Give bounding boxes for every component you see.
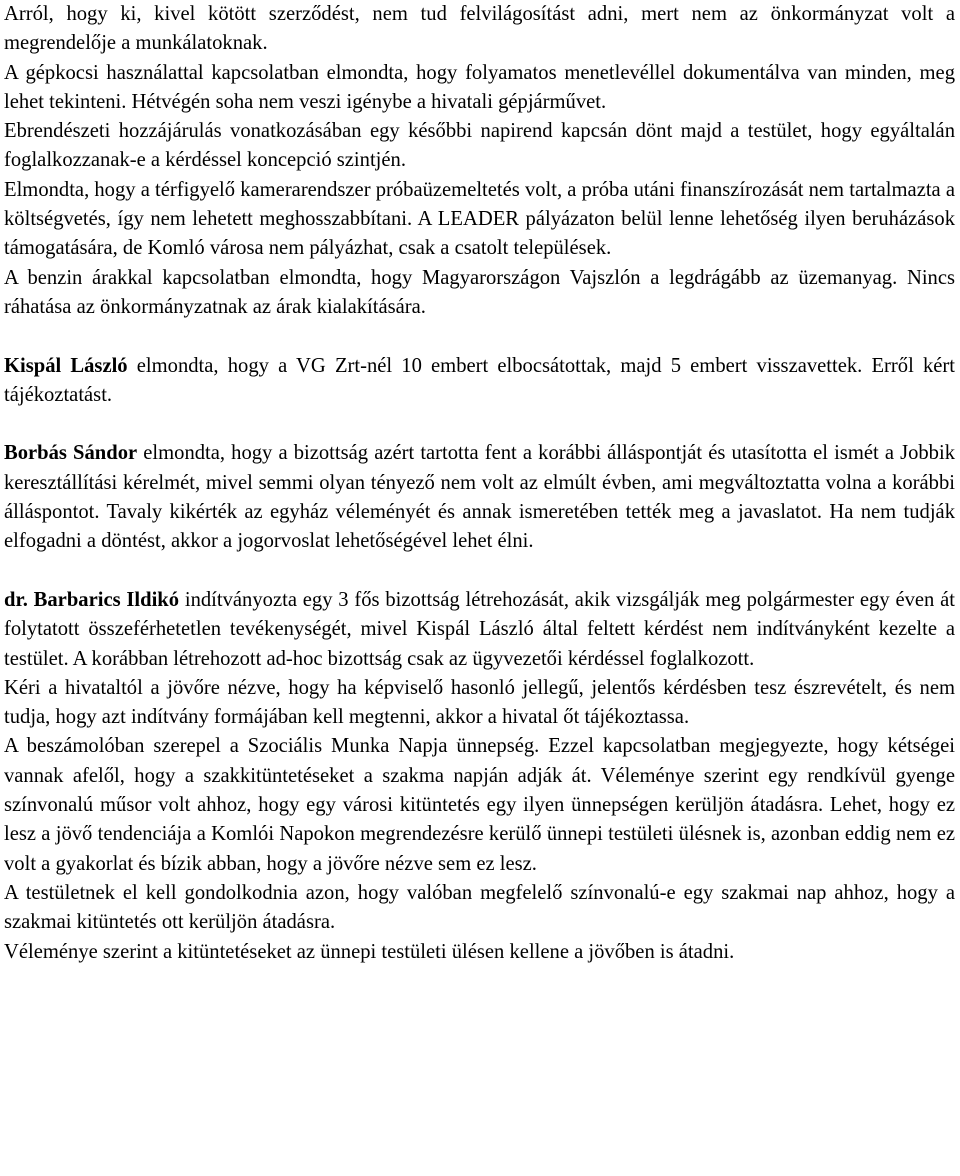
speaker-statement: elmondta, hogy a bizottság azért tartotta fent a korábbi álláspontját és utasította el ismét a Jobbik keresztállítási kérelmét, mivel semmi olyan tényező nem volt az elmúlt évben, ami megváltoztatta volna a korábbi álláspontot. Tavaly kikérték az egyház véleményét és annak ismeretében tették meg a javaslatot. Ha nem tudják elfogadni a döntést, akkor a jogorvoslat lehetőségével lehet élni. xyxy=(4,442,955,553)
paragraph-gap xyxy=(4,557,955,586)
paragraph-barbarics xyxy=(4,586,955,674)
paragraph-contract-info: Arról, hogy ki, kivel kötött szerződést, nem tud felvilágosítást adni, mert nem az önkormányzat volt a megrendelője a munkálatoknak. xyxy=(4,3,955,55)
paragraph-borbas xyxy=(4,439,955,556)
paragraph-opinion-awards: Véleménye szerint a kitüntetéseket az ünnepi testületi ülésen kellene a jövőben is átadni. xyxy=(4,940,735,963)
document-page xyxy=(4,0,955,967)
paragraph-camera-system: Elmondta, hogy a térfigyelő kamerarendszer próbaüzemeltetés volt, a próba utáni finanszírozását nem tartalmazta a költségvetés, így nem lehetett meghosszabbítani. A LEADER pályázaton belül lenne lehetőség ilyen beruházások támogatására, de Komló városa nem pályázhat, csak a csatolt települések. xyxy=(4,178,955,260)
paragraph-social-work-day: A beszámolóban szerepel a Szociális Munka Napja ünnepség. Ezzel kapcsolatban megjegyezte, hogy kétségei vannak afelől, hogy a szakkitüntetéseket a szakma napján adják át. Véleménye szerint egy rendkívül gyenge színvonalú műsor volt ahhoz, hogy egy városi kitüntetés egy ilyen ünnepségen kerüljön átadásra. Lehet, hogy ez lesz a jövő tendenciája a Komlói Napokon megrendezésre kerülő ünnepi testületi ülésnek is, azonban eddig nem ez volt a gyakorlat és bízik abban, hogy a jövőre nézve sem ez lesz. xyxy=(4,735,955,875)
speaker-name: Borbás Sándor xyxy=(4,442,138,465)
paragraph-gap xyxy=(4,322,955,351)
paragraph-fuel-prices: A benzin árakkal kapcsolatban elmondta, hogy Magyarországon Vajszlón a legdrágább az üzemanyag. Nincs ráhatása az önkormányzatnak az árak kialakítására. xyxy=(4,266,955,318)
paragraph-gap xyxy=(4,410,955,439)
speaker-statement: indítványozta egy 3 fős bizottság létrehozását, akik vizsgálják meg polgármester egy éven át folytatott összeférhetetlen tevékenységét, mivel Kispál László által feltett kérdést nem indítványként kezelte a testület. A korábban létrehozott ad-hoc bizottság csak az ügyvezetői kérdéssel foglalkozott. xyxy=(4,588,955,670)
paragraph-request-office: Kéri a hivataltól a jövőre nézve, hogy ha képviselő hasonló jellegű, jelentős kérdésben tesz észrevételt, és nem tudja, hogy azt indítvány formájában kell megtenni, akkor a hivatal őt tájékoztassa. xyxy=(4,676,955,729)
speaker-statement: elmondta, hogy a VG Zrt-nél 10 embert elbocsátottak, majd 5 embert visszavettek. Erről kért tájékoztatást. xyxy=(4,354,955,406)
speaker-name: dr. Barbarics Ildikó xyxy=(4,588,180,611)
paragraph-kispal xyxy=(4,352,955,411)
paragraph-car-usage: A gépkocsi használattal kapcsolatban elmondta, hogy folyamatos menetlevéllel dokumentálva van minden, meg lehet tekinteni. Hétvégén soha nem veszi igénybe a hivatali gépjárművet. xyxy=(4,61,955,113)
paragraph-council-consider: A testületnek el kell gondolkodnia azon, hogy valóban megfelelő színvonalú-e egy szakmai nap ahhoz, hogy a szakmai kitüntetés ott kerüljön átadásra. xyxy=(4,881,955,934)
paragraph-dog-control: Ebrendészeti hozzájárulás vonatkozásában egy későbbi napirend kapcsán dönt majd a testület, hogy egyáltalán foglalkozzanak-e a kérdéssel koncepció szintjén. xyxy=(4,120,955,172)
speaker-name: Kispál László xyxy=(4,354,128,377)
